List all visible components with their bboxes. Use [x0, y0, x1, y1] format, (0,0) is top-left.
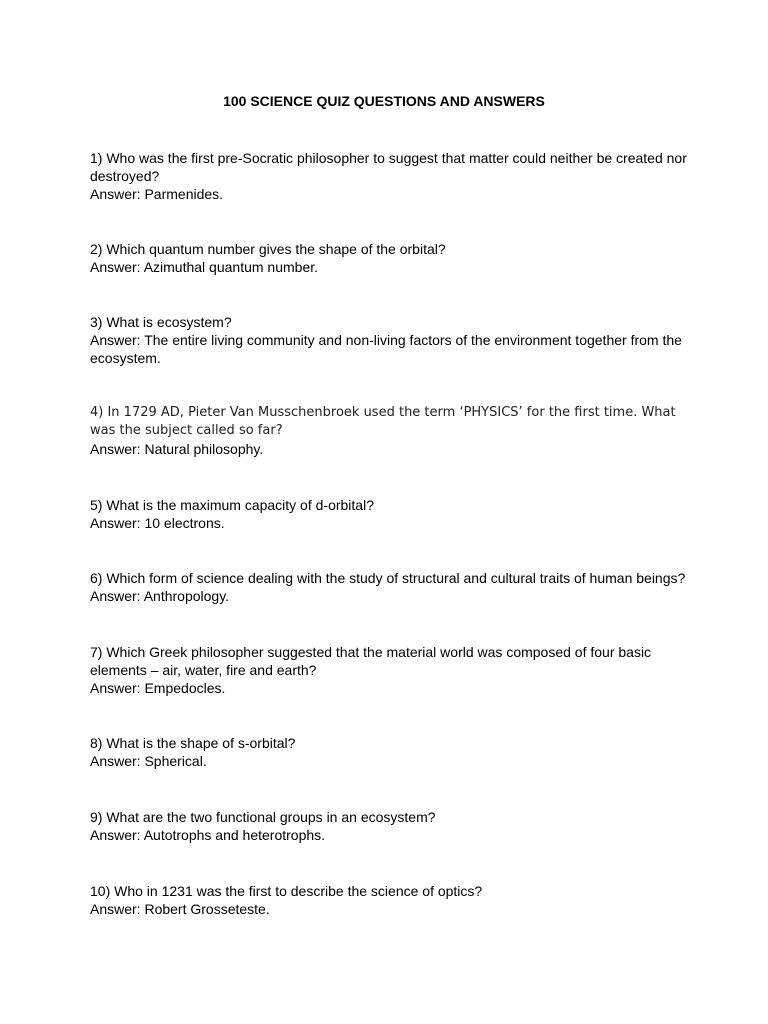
answer-text: Answer: Empedocles. — [90, 680, 226, 696]
qa-item — [90, 734, 690, 770]
answer-text: Answer: Autotrophs and heterotrophs. — [90, 827, 326, 843]
answer-text: Answer: The entire living community and non-living factors of the environment together from the ecosystem. — [90, 332, 682, 366]
qa-item — [90, 643, 690, 697]
question-text: 6) Which form of science dealing with the study of structural and cultural traits of human beings? — [90, 570, 686, 586]
qa-item — [90, 496, 690, 532]
qa-item — [90, 240, 690, 276]
qa-item — [90, 882, 690, 918]
document-title: 100 SCIENCE QUIZ QUESTIONS AND ANSWERS — [223, 93, 545, 109]
question-text: 3) What is ecosystem? — [90, 314, 232, 330]
answer-text: Answer: Spherical. — [90, 753, 207, 769]
qa-item — [90, 149, 690, 203]
qa-item — [90, 404, 690, 458]
answer-text: Answer: Natural philosophy. — [90, 441, 264, 457]
question-text: 7) Which Greek philosopher suggested that the material world was composed of four basic elements – air, water, fire and earth? — [90, 644, 652, 678]
question-text: 1) Who was the first pre-Socratic philosopher to suggest that matter could neither be created nor destroyed? — [90, 150, 687, 184]
question-text: 2) Which quantum number gives the shape of the orbital? — [90, 241, 446, 257]
question-text: 4) In 1729 AD, Pieter Van Musschenbroek used the term ‘PHYSICS’ for the first time. What was the subject called so far? — [90, 405, 676, 438]
qa-item — [90, 569, 690, 605]
qa-item — [90, 313, 690, 367]
answer-text: Answer: Anthropology. — [90, 588, 230, 604]
question-text: 5) What is the maximum capacity of d-orbital? — [90, 497, 374, 513]
qa-item — [90, 808, 690, 844]
question-text: 8) What is the shape of s-orbital? — [90, 735, 296, 751]
answer-text: Answer: Robert Grosseteste. — [90, 901, 270, 917]
answer-text: Answer: 10 electrons. — [90, 515, 225, 531]
answer-text: Answer: Azimuthal quantum number. — [90, 259, 319, 275]
question-text: 9) What are the two functional groups in an ecosystem? — [90, 809, 436, 825]
answer-text: Answer: Parmenides. — [90, 186, 224, 202]
question-text: 10) Who in 1231 was the first to describe the science of optics? — [90, 883, 483, 899]
